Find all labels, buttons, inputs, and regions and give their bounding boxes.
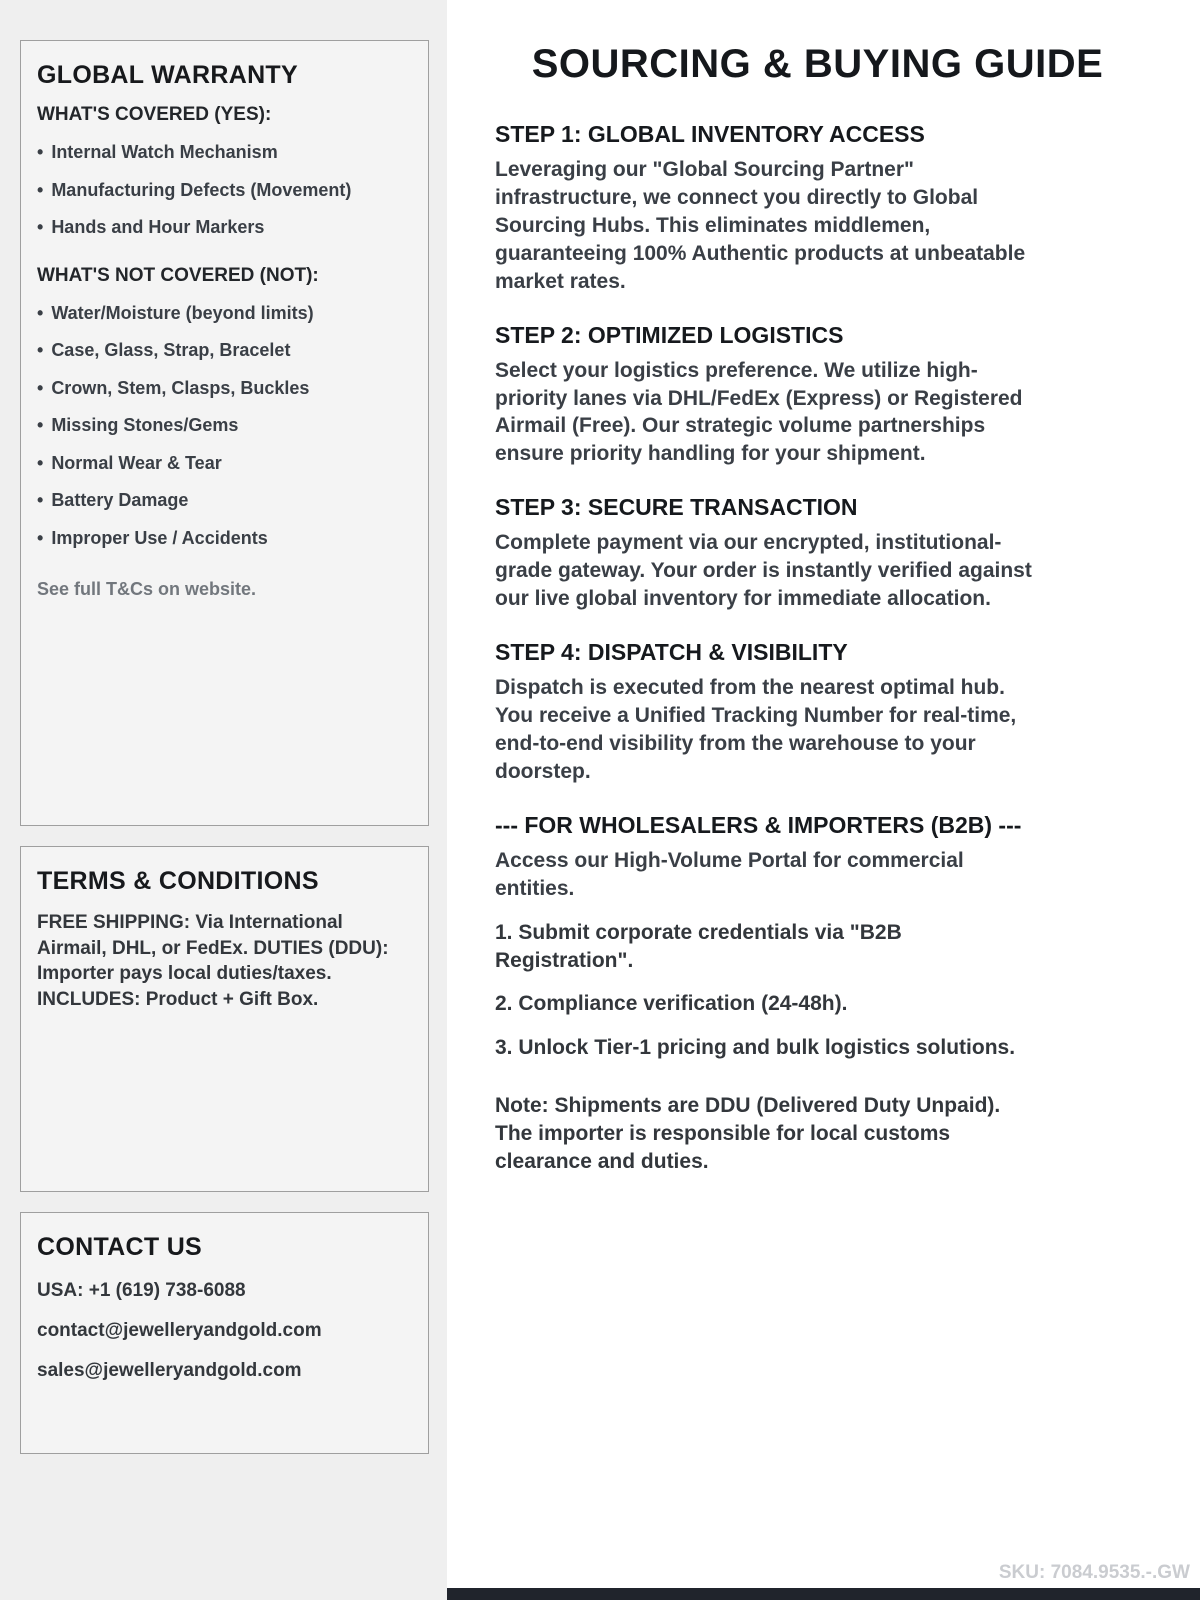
- contact-us-box: [20, 1212, 429, 1454]
- contact-phone: USA: +1 (619) 738-6088: [37, 1280, 246, 1301]
- contact-title: CONTACT US: [37, 1233, 203, 1261]
- not-covered-item: • Crown, Stem, Clasps, Buckles: [37, 377, 412, 400]
- b2b-item-2: 2. Compliance verification (24-48h).: [495, 992, 848, 1016]
- b2b-note: Note: Shipments are DDU (Delivered Duty Unpaid). The importer is responsible for local customs clearance and duties.: [495, 1094, 1001, 1174]
- covered-subhead: WHAT'S COVERED (YES):: [37, 104, 272, 125]
- step-2-body: Select your logistics preference. We utilize high-priority lanes via DHL/FedEx (Express) or Registered Airmail (Free). Our strategic volume partnerships ensure priority handling for your shipment.: [495, 358, 1023, 466]
- step-1-heading: STEP 1: GLOBAL INVENTORY ACCESS: [495, 121, 925, 147]
- not-covered-item: • Battery Damage: [37, 489, 412, 512]
- step-3-body: Complete payment via our encrypted, institutional-grade gateway. Your order is instantly verified against our live global inventory for immediate allocation.: [495, 531, 1032, 611]
- not-covered-item: • Normal Wear & Tear: [37, 452, 412, 475]
- sidebar: [0, 0, 447, 1600]
- step-4-body: Dispatch is executed from the nearest optimal hub. You receive a Unified Tracking Number for real-time, end-to-end visibility from the warehouse to your doorstep.: [495, 676, 1017, 783]
- covered-item: • Manufacturing Defects (Movement): [37, 179, 412, 202]
- contact-sales-email: sales@jewelleryandgold.com: [37, 1360, 302, 1381]
- b2b-intro: Access our High-Volume Portal for commercial entities.: [495, 848, 964, 900]
- not-covered-item: • Missing Stones/Gems: [37, 414, 412, 437]
- b2b-heading: --- FOR WHOLESALERS & IMPORTERS (B2B) ---: [495, 811, 1022, 838]
- step-1-body: Leveraging our "Global Sourcing Partner" infrastructure, we connect you directly to Global Sourcing Hubs. This eliminates middlemen, guaranteeing 100% Authentic products at unbeatable market rates.: [495, 158, 1026, 293]
- step-3-heading: STEP 3: SECURE TRANSACTION: [495, 494, 858, 521]
- bottom-bar: [447, 1588, 1200, 1600]
- warranty-footnote: See full T&Cs on website.: [37, 579, 257, 599]
- main-content: [447, 0, 1200, 1600]
- sku-label: SKU: 7084.9535.-.GW: [998, 1562, 1190, 1583]
- step-4-heading: STEP 4: DISPATCH & VISIBILITY: [495, 639, 848, 666]
- step-2-heading: STEP 2: OPTIMIZED LOGISTICS: [495, 321, 844, 348]
- covered-item: • Internal Watch Mechanism: [37, 141, 412, 164]
- b2b-item-1: 1. Submit corporate credentials via "B2B Registration".: [495, 920, 902, 972]
- global-warranty-box: [20, 40, 429, 826]
- not-covered-item: • Water/Moisture (beyond limits): [37, 302, 412, 325]
- terms-title: TERMS & CONDITIONS: [37, 867, 319, 895]
- terms-conditions-box: [20, 846, 429, 1192]
- not-covered-subhead: WHAT'S NOT COVERED (NOT):: [37, 264, 319, 286]
- page-title: SOURCING & BUYING GUIDE: [531, 42, 1104, 86]
- not-covered-item: • Improper Use / Accidents: [37, 527, 412, 550]
- contact-email: contact@jewelleryandgold.com: [37, 1320, 322, 1341]
- terms-body: FREE SHIPPING: Via International Airmail, DHL, or FedEx. DUTIES (DDU): Importer pays local duties/taxes. INCLUDES: Product + Gift Box.: [37, 912, 389, 1010]
- not-covered-item: • Case, Glass, Strap, Bracelet: [37, 339, 412, 362]
- warranty-title: GLOBAL WARRANTY: [37, 61, 298, 89]
- b2b-item-3: 3. Unlock Tier-1 pricing and bulk logistics solutions.: [495, 1036, 1016, 1060]
- covered-item: • Hands and Hour Markers: [37, 216, 412, 239]
